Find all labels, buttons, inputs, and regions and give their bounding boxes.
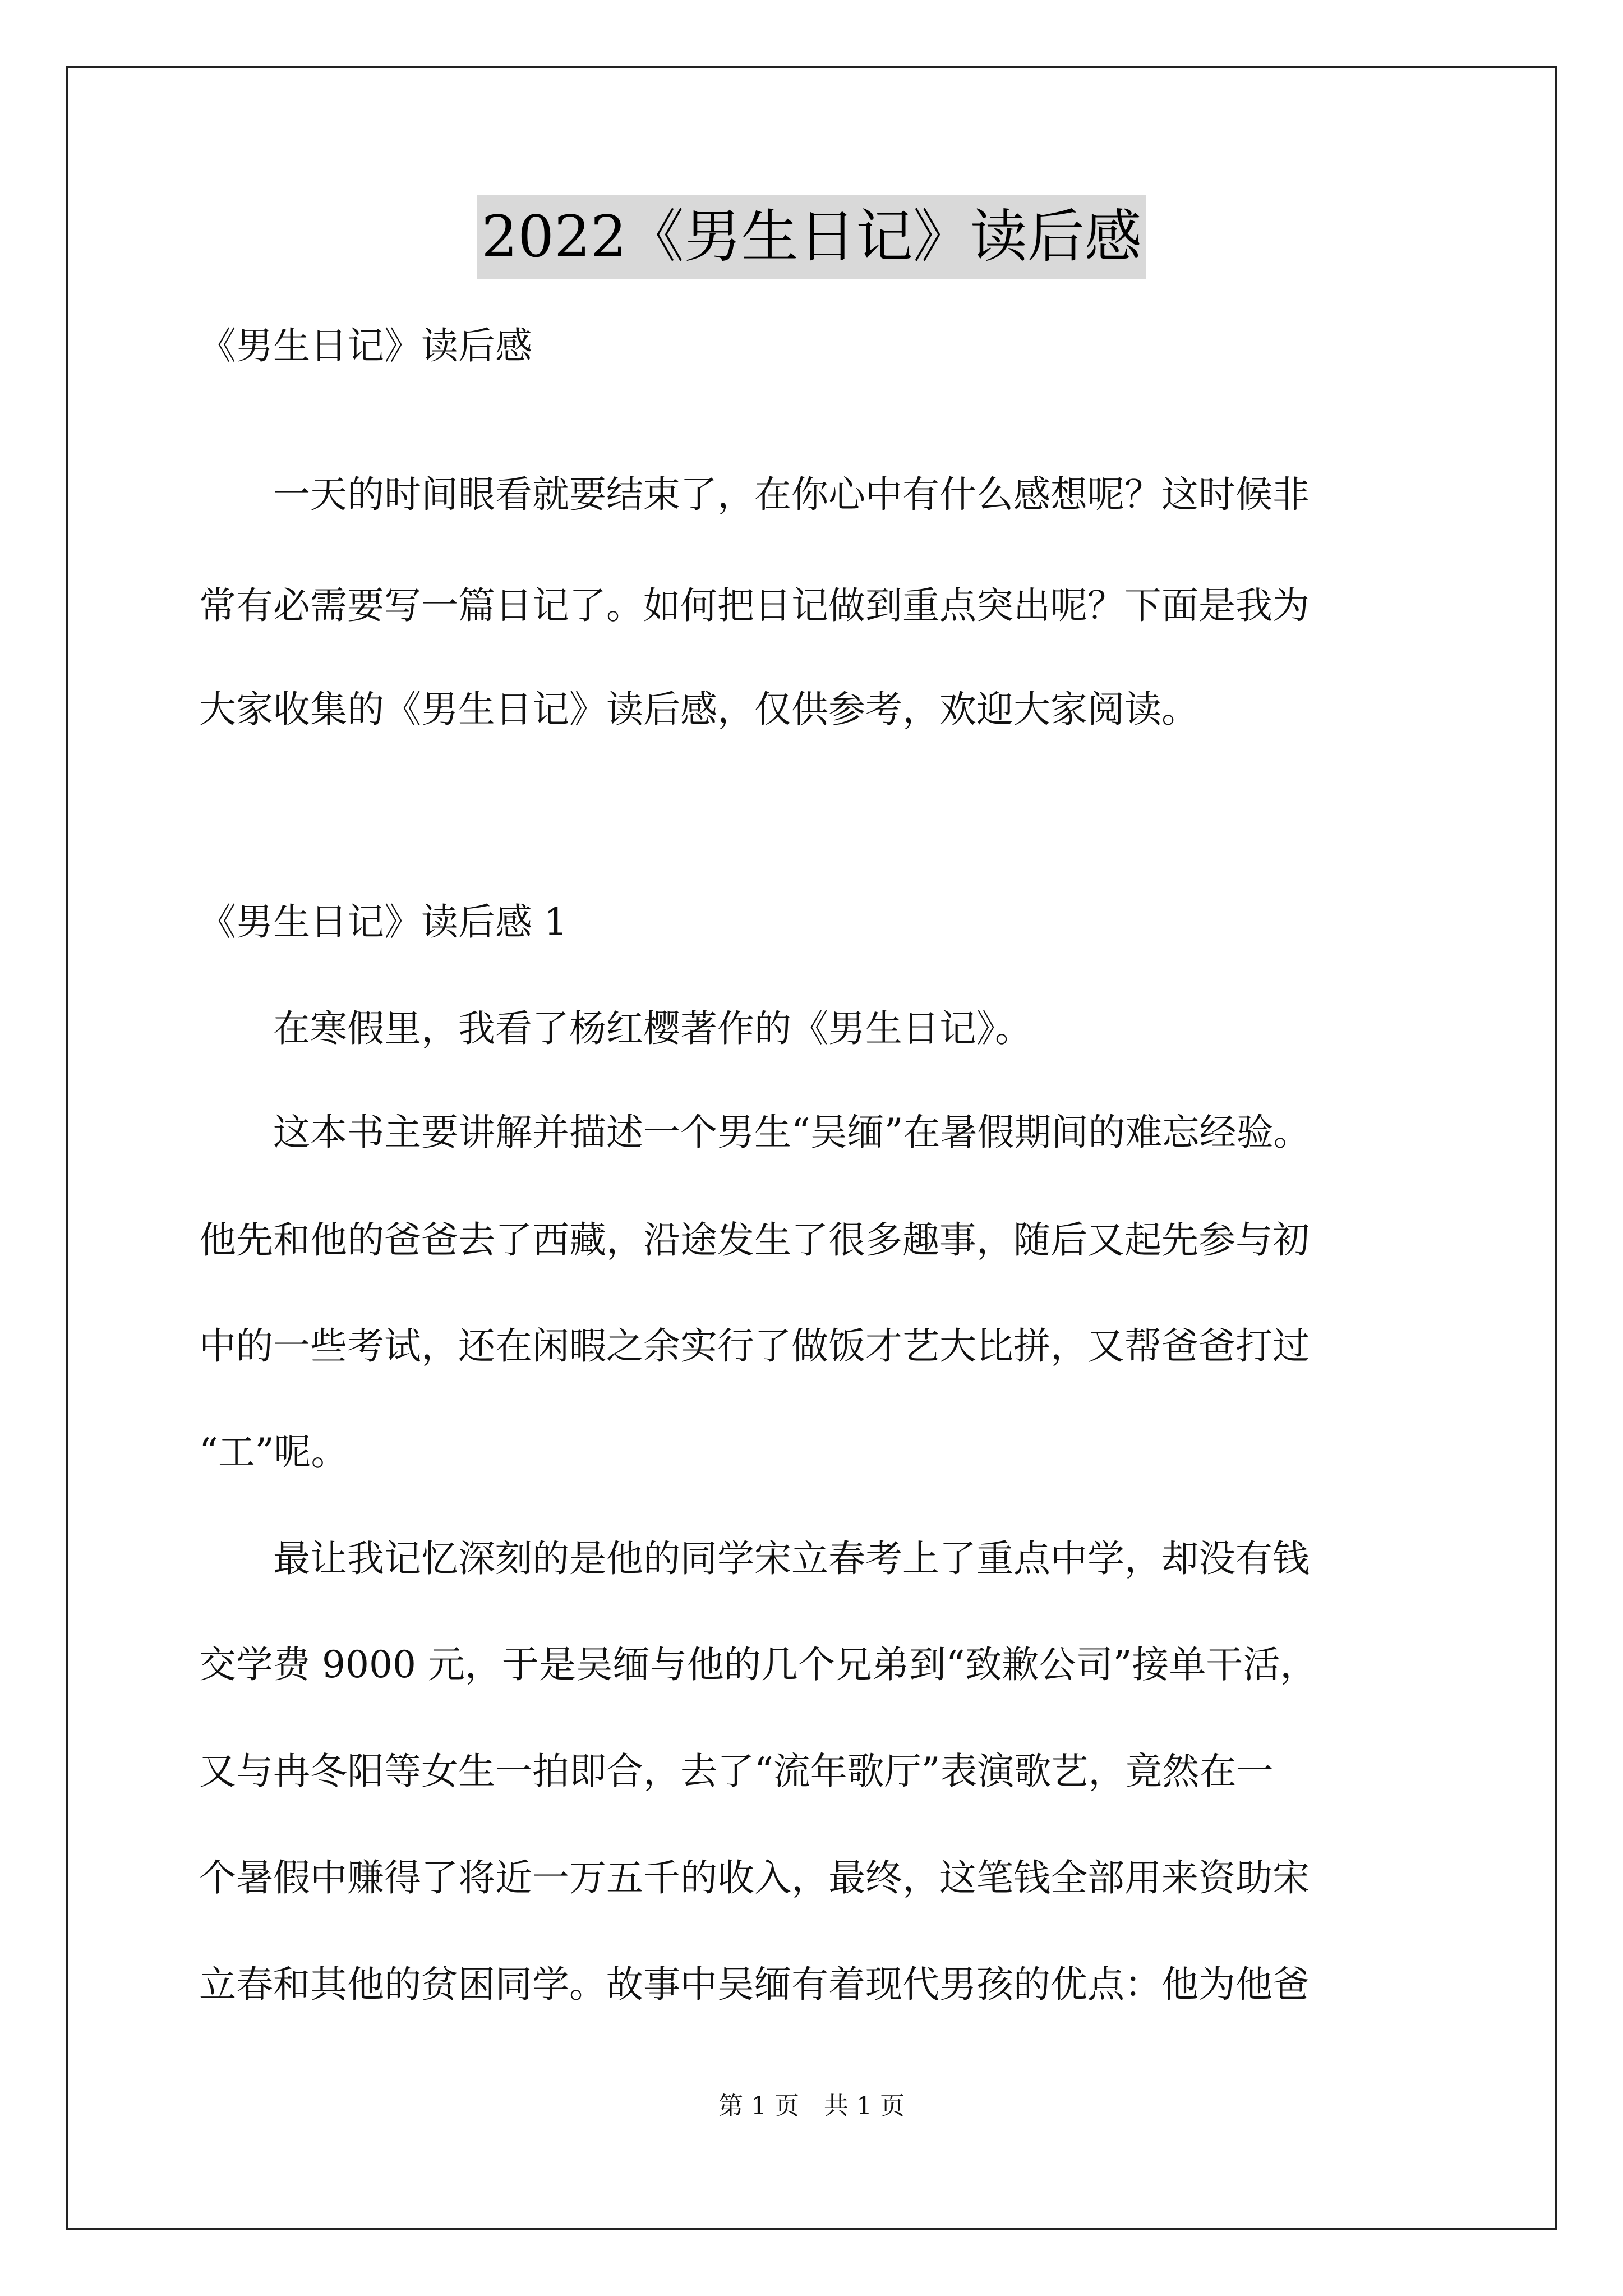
intro-line: 大家收集的《男生日记》读后感，仅供参考，欢迎大家阅读。 [199,688,1198,731]
body-line: “工”呢。 [199,1430,348,1474]
body-line: 在寒假里，我看了杨红樱著作的《男生日记》。 [199,1007,1032,1050]
body-line: 立春和其他的贫困同学。故事中吴缅有着现代男孩的优点：他为他爸 [199,1963,1310,2006]
section-heading: 《男生日记》读后感 1 [199,900,568,944]
body-line: 交学费 9000 元，于是吴缅与他的几个兄弟到“致歉公司”接单干活， [199,1643,1317,1686]
intro-line: 常有必需要写一篇日记了。如何把日记做到重点突出呢？下面是我为 [199,584,1310,627]
body-line: 他先和他的爸爸去了西藏，沿途发生了很多趣事，随后又起先参与初 [199,1218,1310,1262]
subtitle: 《男生日记》读后感 [199,324,532,367]
document-title: 2022《男生日记》读后感 [477,195,1146,279]
body-line: 个暑假中赚得了将近一万五千的收入，最终，这笔钱全部用来资助宋 [199,1856,1310,1899]
intro-line: 一天的时间眼看就要结束了，在你心中有什么感想呢？这时候非 [199,473,1310,516]
body-line: 这本书主要讲解并描述一个男生“吴缅”在暑假期间的难忘经验。 [199,1111,1311,1154]
body-line: 又与冉冬阳等女生一拍即合，去了“流年歌厅”表演歌艺，竟然在一 [199,1750,1274,1793]
body-line: 中的一些考试，还在闲暇之余实行了做饭才艺大比拼，又帮爸爸打过 [199,1324,1310,1368]
page-footer: 第 1 页 共 1 页 [718,2092,905,2120]
body-line: 最让我记忆深刻的是他的同学宋立春考上了重点中学，却没有钱 [199,1537,1310,1580]
title-container [0,195,1623,279]
